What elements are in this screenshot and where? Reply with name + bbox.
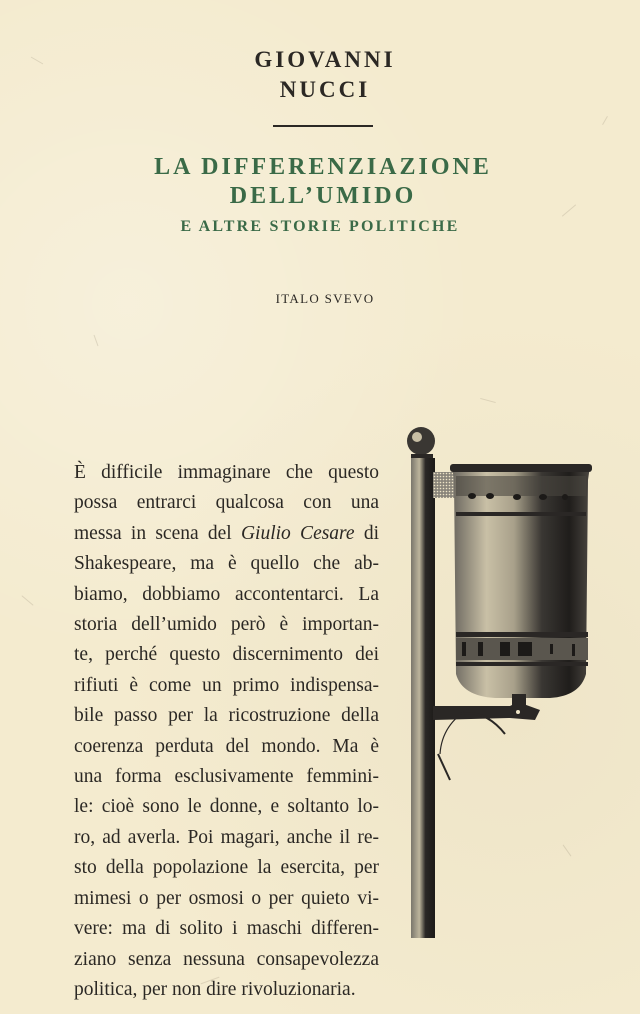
blurb-line: ziano senza nessuna consapevolezza [74, 948, 379, 970]
blurb-line: te, perché questo discernimento dei [74, 644, 379, 666]
blurb-line: mimesi o per osmosi o per quieto vi- [74, 887, 379, 909]
blurb-line: storia dell’umido però è importan- [74, 614, 379, 636]
title-line-2: DELL’UMIDO [229, 183, 417, 209]
blurb-line: vere: ma di solito i maschi differen- [74, 918, 379, 940]
blurb-line: le: cioè sono le donne, e soltanto lo- [74, 796, 379, 818]
blurb-line: messa in scena del Giulio Cesare di [74, 522, 379, 544]
blurb-line: sto della popolazione la esercita, per [74, 857, 379, 879]
blurb-line: ro, ad averla. Poi magari, anche il re- [74, 826, 379, 848]
back-cover-blurb [74, 458, 379, 1005]
blurb-line: possa entrarci qualcosa con una [74, 492, 379, 514]
blurb-line: Shakespeare, ma è quello che ab- [74, 553, 379, 575]
blurb-line: coerenza perduta del mondo. Ma è [74, 735, 379, 757]
blurb-line: politica, per non dire rivoluzionaria. [74, 978, 356, 1000]
paper-fiber [21, 595, 33, 605]
publisher-name: ITALO SVEVO [275, 291, 375, 306]
blurb-line: È difficile immaginare che questo [74, 462, 379, 483]
blurb-line: bile passo per la ricostruzione della [74, 705, 379, 727]
blurb-line: rifiuti è come un primo indispensa- [74, 674, 379, 696]
author-name [0, 45, 640, 105]
book-title [0, 153, 640, 211]
paper-fiber [93, 335, 98, 347]
author-last-name: NUCCI [279, 77, 371, 102]
paper-fiber [480, 398, 496, 403]
italic-work-title: Giulio Cesare [240, 522, 355, 544]
paper-fiber [602, 116, 608, 125]
title-line-1: LA DIFFERENZIAZIONE [154, 154, 492, 180]
blurb-line: biamo, dobbiamo accontentarci. La [74, 583, 379, 605]
author-first-name: GIOVANNI [254, 47, 396, 72]
blurb-line: una forma esclusivamente femmini- [74, 766, 379, 788]
divider-rule [273, 125, 373, 127]
street-waste-bin-on-pole-icon [400, 424, 600, 944]
book-subtitle: E ALTRE STORIE POLITICHE [180, 218, 460, 235]
